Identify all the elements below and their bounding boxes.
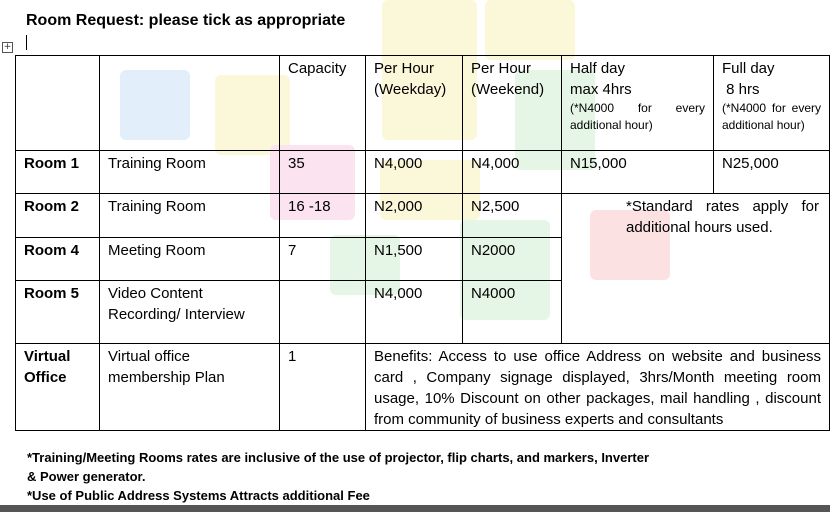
table-row bbox=[16, 194, 830, 238]
heading-rest: : please tick as appropriate bbox=[138, 12, 346, 29]
room-capacity: 1 bbox=[280, 344, 366, 431]
room-label: Room 5 bbox=[16, 281, 100, 344]
rate-weekend: N4000 bbox=[463, 281, 562, 344]
footnote-equipment-continued: & Power generator. bbox=[27, 469, 146, 484]
table-row bbox=[16, 344, 830, 431]
room-capacity: 7 bbox=[280, 238, 366, 281]
rate-half-day: N15,000 bbox=[562, 151, 714, 194]
watermark-block bbox=[485, 0, 575, 60]
header-per-hour-weekday: Per Hour (Weekday) bbox=[366, 56, 463, 151]
room-capacity: 35 bbox=[280, 151, 366, 194]
rate-full-day: N25,000 bbox=[714, 151, 830, 194]
table-move-handle-icon[interactable]: + bbox=[3, 42, 12, 52]
footnote-equipment: *Training/Meeting Rooms rates are inclusive of the use of projector, flip charts, and markers, Inverter bbox=[27, 450, 650, 465]
room-label: Room 4 bbox=[16, 238, 100, 281]
header-full-day: Full day 8 hrs (*N4000 for every additional hour) bbox=[714, 56, 830, 151]
room-rates-table bbox=[15, 55, 830, 431]
rate-weekend: N4,000 bbox=[463, 151, 562, 194]
room-label: Room 2 bbox=[16, 194, 100, 238]
room-name: Training Room bbox=[100, 194, 280, 238]
room-name: Meeting Room bbox=[100, 238, 280, 281]
heading-bold: Room Request bbox=[26, 12, 139, 29]
full-day-note: (*N4000 for every additional hour) bbox=[722, 101, 821, 132]
room-capacity: 16 -18 bbox=[280, 194, 366, 238]
header-capacity: Capacity bbox=[280, 56, 366, 151]
room-name: Video Content Recording/ Interview bbox=[100, 281, 280, 344]
half-day-note: (*N4000 for every additional hour) bbox=[570, 101, 705, 132]
rate-weekday: N4,000 bbox=[366, 151, 463, 194]
header-name bbox=[100, 56, 280, 151]
room-name: Virtual office membership Plan bbox=[100, 344, 280, 431]
rate-weekend: N2000 bbox=[463, 238, 562, 281]
rate-weekend: N2,500 bbox=[463, 194, 562, 238]
bottom-edge-bar bbox=[0, 505, 830, 512]
room-capacity bbox=[280, 281, 366, 344]
header-per-hour-weekend: Per Hour (Weekend) bbox=[463, 56, 562, 151]
standard-rates-note: *Standard rates apply for additional hours used. bbox=[562, 194, 830, 344]
header-half-day: Half day max 4hrs (*N4000 for every additional hour) bbox=[562, 56, 714, 151]
room-label: Virtual Office bbox=[16, 344, 100, 431]
header-room bbox=[16, 56, 100, 151]
table-row bbox=[16, 151, 830, 194]
text-cursor bbox=[26, 35, 27, 50]
rate-weekday: N2,000 bbox=[366, 194, 463, 238]
rate-weekday: N1,500 bbox=[366, 238, 463, 281]
footnote-pa-system: *Use of Public Address Systems Attracts additional Fee bbox=[27, 488, 370, 503]
rate-weekday: N4,000 bbox=[366, 281, 463, 344]
room-name: Training Room bbox=[100, 151, 280, 194]
room-label: Room 1 bbox=[16, 151, 100, 194]
header-row bbox=[16, 56, 830, 151]
virtual-office-benefits: Benefits: Access to use office Address on website and business card , Company signage displayed, 3hrs/Month meeting room usage, 10% Discount on other packages, mail handling , discount from community of business experts and consultants bbox=[366, 344, 830, 431]
page-heading bbox=[26, 12, 345, 30]
